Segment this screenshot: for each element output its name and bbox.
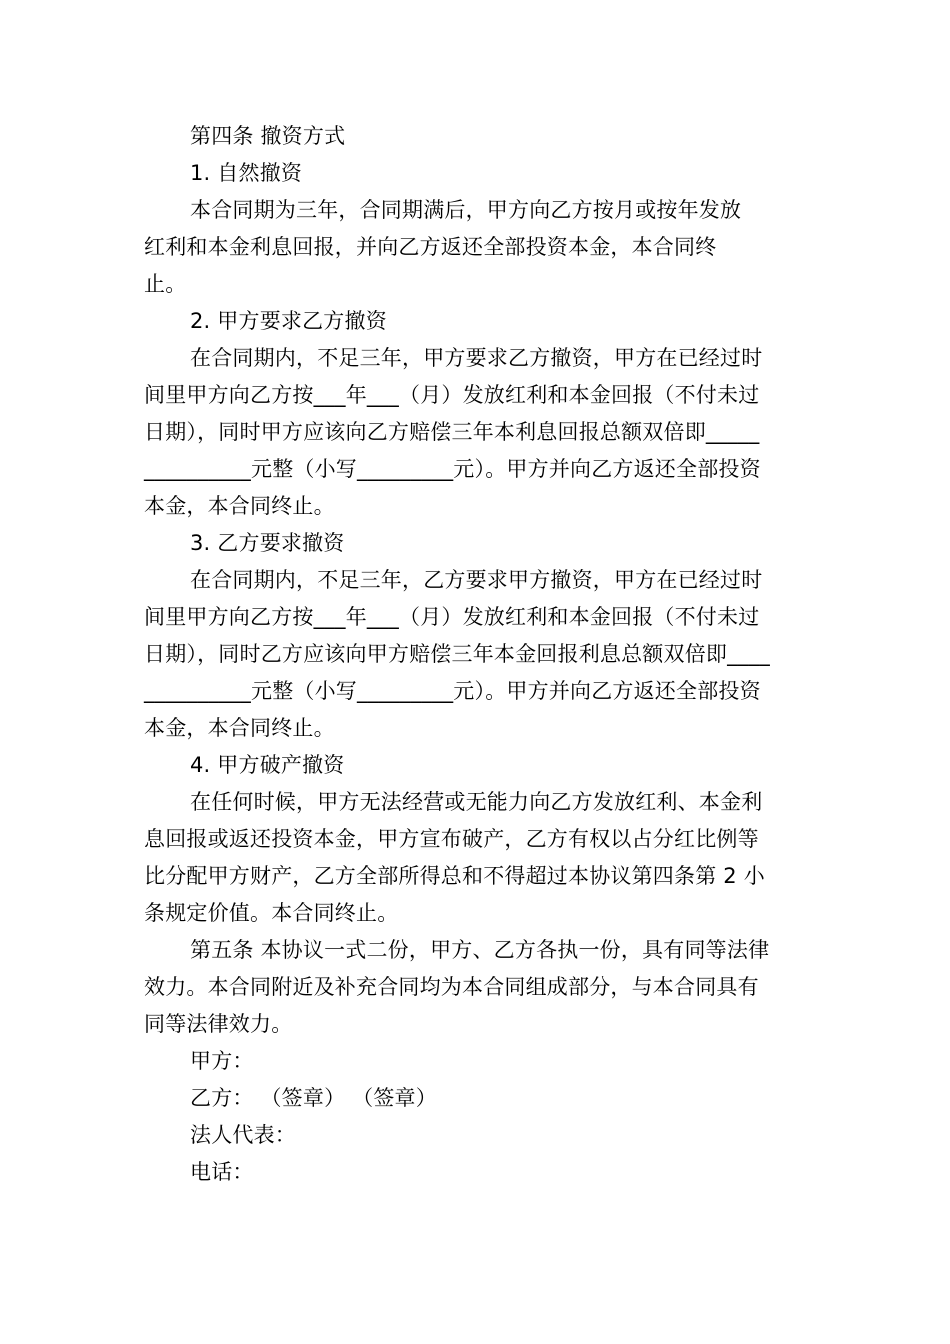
paragraph-line: 本合同期为三年，合同期满后，甲方向乙方按月或按年发放 [190, 198, 742, 222]
paragraph-line: 本金，本合同终止。 [144, 716, 335, 740]
party-a-signature-line: 甲方： [190, 1049, 254, 1073]
section-3-heading: 3. 乙方要求撤资 [190, 531, 345, 555]
paragraph-line: 比分配甲方财产，乙方全部所得总和不得超过本协议第四条第 2 小 [144, 864, 765, 888]
section-2-heading: 2. 甲方要求乙方撤资 [190, 309, 387, 333]
paragraph-line: 日期），同时甲方应该向乙方赔偿三年本利息回报总额双倍即_____ [144, 420, 760, 444]
phone-line: 电话： [190, 1160, 254, 1184]
party-b-signature-line: 乙方： （签章） （签章） [190, 1086, 437, 1110]
section-1-heading: 1. 自然撤资 [190, 161, 303, 185]
paragraph-line: 止。 [144, 272, 187, 296]
paragraph-line: 在合同期内，不足三年，乙方要求甲方撤资，甲方在已经过时 [190, 568, 763, 592]
paragraph-line: 间里甲方向乙方按___年___（月）发放红利和本金回报（不付未过 [144, 605, 760, 629]
paragraph-line: __________元整（小写_________元）。甲方并向乙方返还全部投资 [144, 457, 761, 481]
article-4-heading: 第四条 撤资方式 [190, 124, 346, 148]
paragraph-line: 红利和本金利息回报，并向乙方返还全部投资本金，本合同终 [144, 235, 717, 259]
section-4-heading: 4. 甲方破产撤资 [190, 753, 345, 777]
article-5-paragraph: 第五条 本协议一式二份，甲方、乙方各执一份，具有同等法律 [190, 938, 770, 962]
paragraph-line: 间里甲方向乙方按___年___（月）发放红利和本金回报（不付未过 [144, 383, 760, 407]
paragraph-line: 在合同期内，不足三年，甲方要求乙方撤资，甲方在已经过时 [190, 346, 763, 370]
paragraph-line: 在任何时候，甲方无法经营或无能力向乙方发放红利、本金利 [190, 790, 763, 814]
paragraph-line: 效力。本合同附近及补充合同均为本合同组成部分，与本合同具有 [144, 975, 759, 999]
paragraph-line: 日期），同时乙方应该向甲方赔偿三年本金回报利息总额双倍即____ [144, 642, 770, 666]
paragraph-line: 息回报或返还投资本金，甲方宣布破产，乙方有权以占分红比例等 [144, 827, 759, 851]
paragraph-line: 同等法律效力。 [144, 1012, 293, 1036]
paragraph-line: 条规定价值。本合同终止。 [144, 901, 399, 925]
document-body [144, 118, 824, 1191]
paragraph-line: 本金，本合同终止。 [144, 494, 335, 518]
legal-representative-line: 法人代表： [190, 1123, 296, 1147]
paragraph-line: __________元整（小写_________元）。甲方并向乙方返还全部投资 [144, 679, 761, 703]
